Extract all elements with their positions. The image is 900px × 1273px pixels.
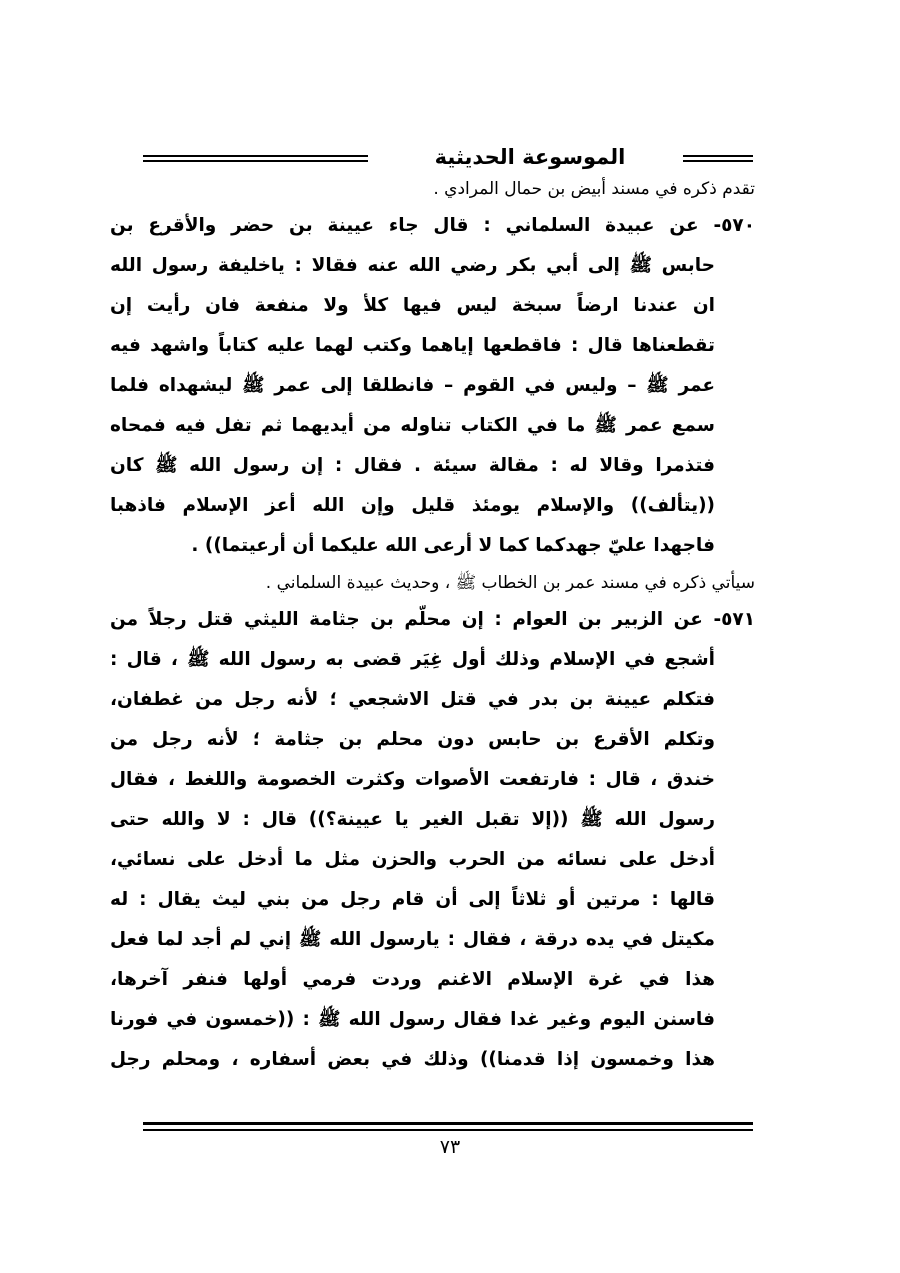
hadith-571-line: فاسنن اليوم وغير غدا فقال رسول الله ﷺ : ((خمسون في فورنا: [110, 1009, 715, 1030]
hadith-571-line: هذا وخمسون إذا قدمنا)) وذلك في بعض أسفاره ، ومحلم رجل: [110, 1049, 715, 1070]
hadith-570-line: فتذمرا وقالا له : مقالة سيئة . فقال : إن رسول الله ﷺ كان: [110, 455, 715, 476]
hadith-571-line: قالها : مرتين أو ثلاثاً إلى أن قام رجل من بني ليث يقال : له: [110, 889, 715, 910]
hadith-570-line: فاجهدا عليّ جهدكما كما لا أرعى الله عليكما أن أرعيتما)) .: [191, 535, 715, 556]
hadith-571-line: مكيتل في يده درقة ، فقال : يارسول الله ﷺ إني لم أجد لما فعل: [110, 929, 715, 950]
header-rule-right: [683, 155, 753, 162]
footer-rule: [143, 1122, 753, 1131]
page-body: [110, 172, 755, 1080]
hadith-571-line: رسول الله ﷺ ((إلا تقبل الغير يا عيينة؟)) قال : لا والله حتى: [110, 809, 715, 830]
hadith-571-line: فتكلم عيينة بن بدر في قتل الاشجعي ؛ لأنه رجل من غطفان،: [110, 689, 715, 710]
hadith-571-line: أشجع في الإسلام وذلك أول غِيَر قضى به رسول الله ﷺ ، قال :: [110, 649, 715, 670]
hadith-571-line: ٥٧١- عن الزبير بن العوام : إن محلّم بن جثامة الليثي قتل رجلاً من: [110, 609, 755, 630]
hadith-571-line: أدخل على نسائه من الحرب والحزن مثل ما أدخل على نسائي،: [110, 849, 715, 870]
page-header: [143, 142, 753, 172]
hadith-570-line: ان عندنا ارضاً سبخة ليس فيها كلأ ولا منفعة فان رأيت إن: [110, 295, 715, 316]
page-number: ٧٣: [439, 1136, 461, 1158]
hadith-571-line: وتكلم الأقرع بن حابس دون محلم بن جثامة ؛ لأنه رجل من: [110, 729, 715, 750]
hadith-570-line: حابس ﷺ إلى أبي بكر رضي الله عنه فقالا : ياخليفة رسول الله: [110, 255, 715, 276]
hadith-570-line: تقطعناها قال : فاقطعها إياهما وكتب لهما عليه كتاباً واشهد فيه: [110, 335, 715, 356]
hadith-571-line: خندق ، قال : فارتفعت الأصوات وكثرت الخصومة واللغط ، فقال: [110, 769, 715, 790]
hadith-570-line: سمع عمر ﷺ ما في الكتاب تناوله من أيديهما ثم تفل فيه فمحاه: [110, 415, 715, 436]
hadith-570-line: ((يتألف)) والإسلام يومئذ قليل وإن الله أعز الإسلام فاذهبا: [110, 495, 715, 516]
hadith-570-line: ٥٧٠- عن عبيدة السلماني : قال جاء عيينة بن حضر والأقرع بن: [110, 215, 755, 236]
header-rule-left: [143, 155, 368, 162]
header-title: الموسوعة الحديثية: [434, 145, 626, 169]
reference-note: تقدم ذكره في مسند أبيض بن حمال المرادي .: [433, 179, 755, 199]
reference-note: سيأتي ذكره في مسند عمر بن الخطاب ﷺ ، وحديث عبيدة السلماني .: [265, 573, 755, 593]
hadith-570-line: عمر ﷺ – وليس في القوم – فانطلقا إلى عمر ﷺ ليشهداه فلما: [110, 375, 715, 396]
hadith-571-line: هذا في غرة الإسلام الاغنم وردت فرمي أولها فنفر آخرها،: [110, 969, 715, 990]
